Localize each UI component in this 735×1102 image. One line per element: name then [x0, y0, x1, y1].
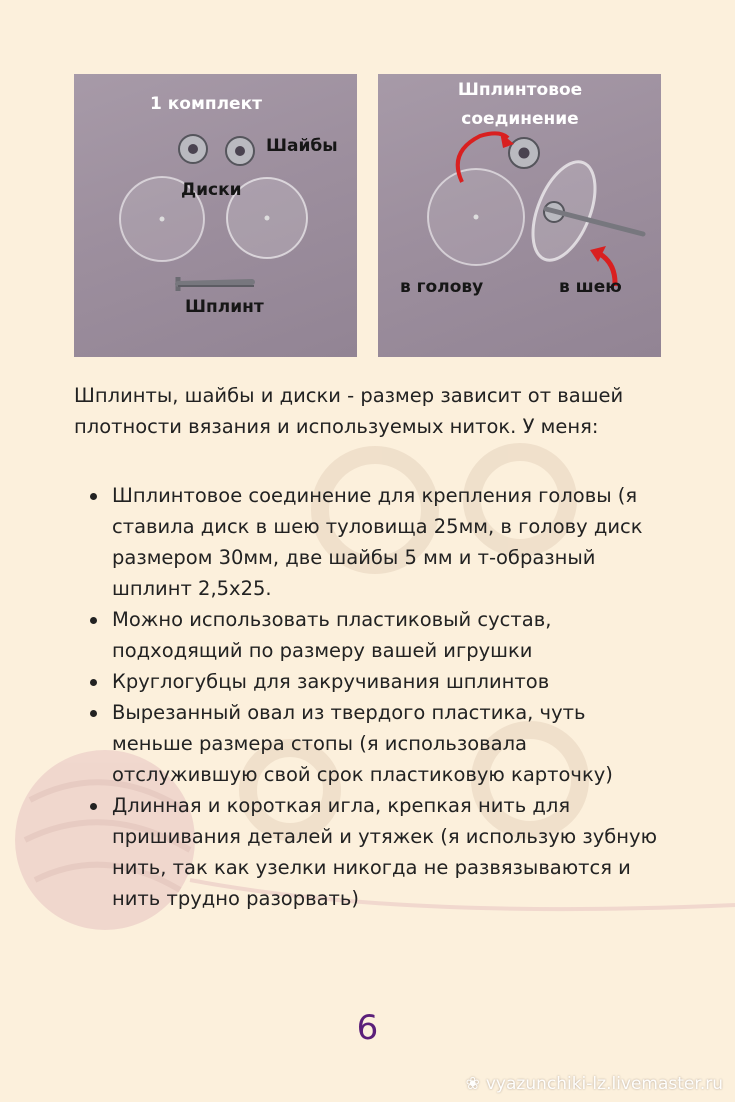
- washers-label: Шайбы: [266, 136, 338, 156]
- pin-label: Шплинт: [185, 297, 264, 317]
- watermark-text: vyazunchiki-lz.livemaster.ru: [485, 1074, 723, 1094]
- materials-list: [74, 480, 672, 914]
- photo-cotter-joint: [378, 74, 661, 357]
- watermark: [466, 1074, 723, 1094]
- assembled-joint-icon: [520, 153, 643, 269]
- washer-icon: [509, 138, 539, 168]
- intro-paragraph: Шплинты, шайбы и диски - размер зависит от вашей плотности вязания и используемых ниток. У меня:: [74, 384, 624, 438]
- joint-title: [424, 76, 616, 134]
- discs-label: Диски: [181, 180, 242, 200]
- page-number: 6: [356, 1008, 379, 1048]
- list-item: Длинная и короткая игла, крепкая нить для пришивания деталей и утяжек (я использую зубную нить, так как узелки никогда не развязываются и нить трудно разорвать): [112, 790, 672, 914]
- washer-icon: [226, 137, 254, 165]
- head-label: в голову: [400, 277, 484, 297]
- joint-title-line1: Шплинтовое: [457, 80, 583, 100]
- cotter-pin-icon: [178, 277, 254, 291]
- photo-kit-parts: [74, 74, 357, 357]
- list-item: Круглогубцы для закручивания шплинтов: [112, 666, 672, 697]
- list-item: Шплинтовое соединение для крепления головы (я ставила диск в шею туловища 25мм, в голову диск размером 30мм, две шайбы 5 мм и т-образный шплинт 2,5х25.: [112, 480, 672, 604]
- joint-title-line2: соединение: [461, 109, 579, 129]
- washer-icon: [179, 135, 207, 163]
- disc-icon: [428, 169, 524, 265]
- neck-label: в шею: [559, 277, 622, 297]
- list-item: Можно использовать пластиковый сустав, подходящий по размеру вашей игрушки: [112, 604, 672, 666]
- set-label: 1 комплект: [150, 94, 262, 114]
- list-item: Вырезанный овал из твердого пластика, чуть меньше размера стопы (я использовала отслужившую свой срок пластиковую карточку): [112, 697, 672, 790]
- flower-icon: ❀: [465, 1074, 480, 1094]
